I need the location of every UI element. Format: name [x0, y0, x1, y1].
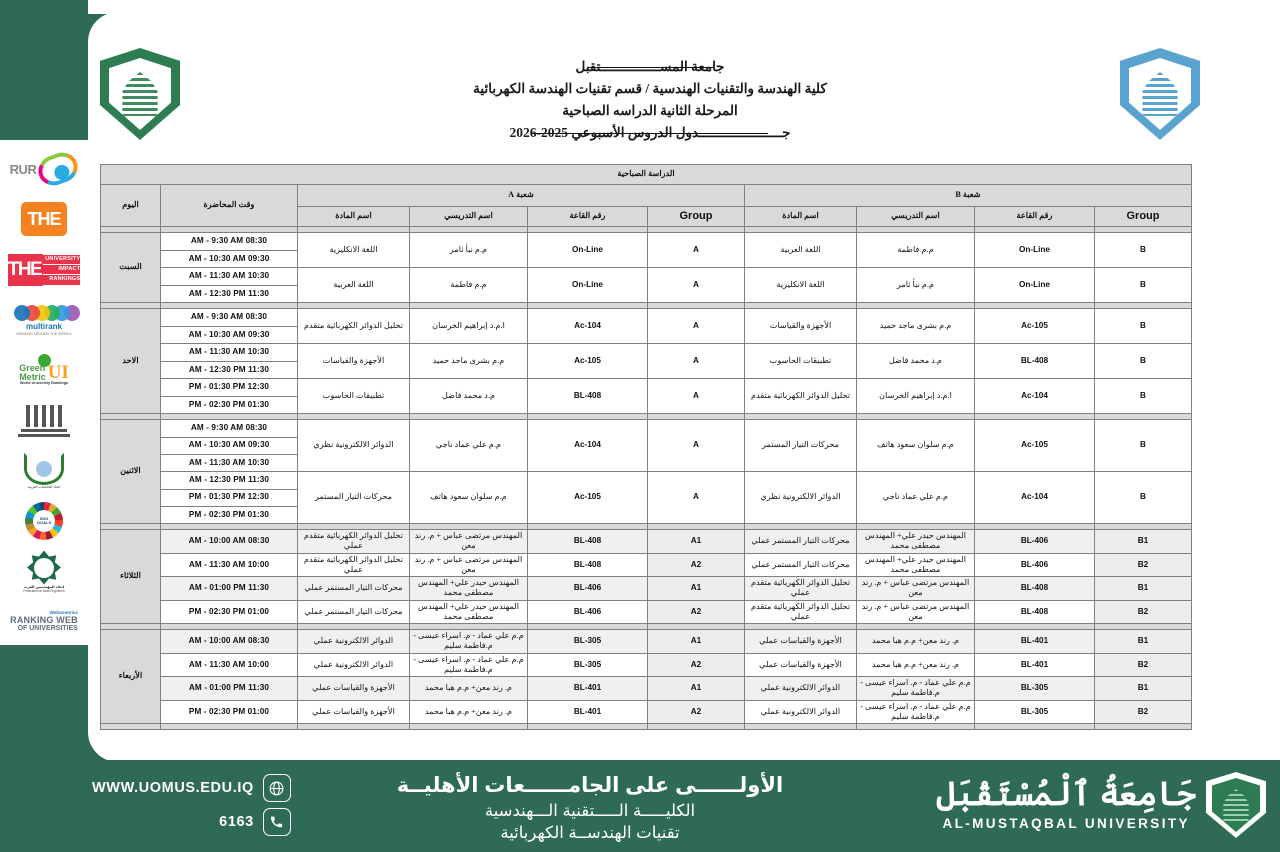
separator-cell — [1095, 724, 1192, 730]
footer-tagline-2: الكليـــــة الـــــتقنية الـــهندسية — [484, 802, 696, 820]
cell-a-hall: Ac-104 — [528, 420, 648, 472]
col-a-group: Group — [648, 207, 745, 227]
page-title — [180, 48, 1120, 143]
weekly-schedule-table — [100, 164, 1192, 730]
table-row — [100, 630, 1191, 654]
cell-b-group: B1 — [1095, 630, 1192, 654]
cell-b-subject: تحليل الدوائر الكهربائية متقدم عملي — [745, 577, 857, 601]
cell-b-subject: الدوائر الالكترونية عملي — [745, 700, 857, 724]
cell-a-subject: محركات التيار المستمر عملي — [298, 600, 410, 624]
cell-b-hall: BL-401 — [975, 630, 1095, 654]
cell-time: 08:30 AM - 9:30 AM — [161, 420, 297, 437]
cell-b-group: B1 — [1095, 577, 1192, 601]
the-label: THE — [21, 202, 67, 236]
time-column-header: وقت المحاضرة — [161, 185, 298, 227]
cell-b-hall: On-Line — [975, 268, 1095, 303]
cell-b-hall: BL-408 — [975, 600, 1095, 624]
cell-a-teacher: م. رند معن+ م.م هبا محمد — [410, 700, 528, 724]
engineering-college-green-shield-logo — [100, 48, 180, 140]
day-column-header: اليوم — [100, 185, 160, 227]
footer-tagline-1: الأولــــــى على الجامــــــعات الأهليــة — [396, 774, 784, 797]
association-of-arab-universities-badge — [8, 448, 80, 494]
cell-b-teacher: المهندس مرتضى عباس + م. رند معن — [857, 577, 975, 601]
cell-time: 12:30 PM - 01:30 PM — [161, 489, 297, 506]
cell-a-teacher: المهندس مرتضى عباس + م. رند معن — [410, 530, 528, 554]
cell-a-group: A — [648, 268, 745, 303]
cell-b-group: B1 — [1095, 677, 1192, 701]
table-row — [100, 472, 1191, 524]
cell-a-hall: BL-401 — [528, 700, 648, 724]
phone-ring-icon — [263, 808, 291, 836]
cell-time: 01:30 PM - 02:30 PM — [188, 509, 270, 519]
col-a-hall: رقم القاعة — [528, 207, 648, 227]
footer-phone-row[interactable] — [92, 808, 291, 836]
cell-a-subject: اللغة الانكليزية — [298, 233, 410, 268]
cell-a-subject: تحليل الدوائر الكهربائية متقدم عملي — [298, 553, 410, 577]
cell-a-hall: Ac-105 — [528, 472, 648, 524]
cell-time: 09:30 AM - 10:30 AM — [188, 329, 270, 339]
cell-a-group: A — [648, 472, 745, 524]
cell-b-teacher: ا.م.د إبراهيم الخرسان — [857, 379, 975, 414]
cell-b-subject: اللغة العربية — [745, 233, 857, 268]
cell-b-group: B — [1095, 233, 1192, 268]
document-header — [100, 48, 1200, 158]
cell-b-teacher: م. رند معن+ م.م هبا محمد — [857, 630, 975, 654]
cell-time: 10:30 AM - 11:30 AM — [188, 457, 270, 467]
table-body — [100, 227, 1191, 730]
cell-a-teacher: المهندس حيدر علي+ المهندس مصطفى محمد — [410, 600, 528, 624]
cell-b-hall: Ac-104 — [975, 379, 1095, 414]
cell-b-teacher: م.م فاطمة — [857, 233, 975, 268]
cell-b-group: B2 — [1095, 553, 1192, 577]
cell-time: 01:00 PM - 02:30 PM — [161, 600, 298, 624]
footer-taglines — [330, 773, 850, 843]
cell-a-teacher: م.د محمد فاضل — [410, 379, 528, 414]
cell-a-subject: تحليل الدوائر الكهربائية متقدم عملي — [298, 530, 410, 554]
cell-b-hall: BL-406 — [975, 553, 1095, 577]
cell-a-subject: اللغة العربية — [298, 268, 410, 303]
table-row — [100, 577, 1191, 601]
section-b-header: شعبة B — [745, 185, 1192, 207]
table-row — [100, 309, 1191, 344]
cell-b-teacher: م.م علي عماد ناجي — [857, 472, 975, 524]
cell-b-teacher: المهندس حيدر علي+ المهندس مصطفى محمد — [857, 553, 975, 577]
cell-time: 11:30 AM - 01:00 PM — [161, 677, 298, 701]
cell-a-teacher: م.م علي عماد ناجي — [410, 420, 528, 472]
cell-a-subject: الأجهزة والقياسات — [298, 344, 410, 379]
cell-a-teacher: المهندس حيدر علي+ المهندس مصطفى محمد — [410, 577, 528, 601]
cell-a-hall: BL-408 — [528, 379, 648, 414]
times-higher-education-badge — [8, 196, 80, 242]
cell-b-group: B2 — [1095, 653, 1192, 677]
day-separator-row — [100, 724, 1191, 730]
cell-a-subject: محركات التيار المستمر — [298, 472, 410, 524]
cell-time: 11:30 AM - 01:00 PM — [161, 577, 298, 601]
cell-a-subject: الأجهزة والقياسات عملي — [298, 677, 410, 701]
cell-b-group: B — [1095, 420, 1192, 472]
cell-b-teacher: م.م نبأ ثامر — [857, 268, 975, 303]
cell-b-group: B — [1095, 379, 1192, 414]
cell-a-group: A — [648, 420, 745, 472]
section-a-header: شعبة A — [298, 185, 745, 207]
cell-a-group: A — [648, 344, 745, 379]
footer-phone-text[interactable]: 6163 — [219, 814, 254, 830]
university-crest-icon — [1206, 772, 1266, 838]
table-row — [100, 530, 1191, 554]
cell-a-hall: On-Line — [528, 268, 648, 303]
separator-cell — [975, 724, 1095, 730]
cell-b-group: B2 — [1095, 600, 1192, 624]
cell-a-group: A2 — [648, 553, 745, 577]
separator-cell — [100, 724, 160, 730]
cell-b-hall: BL-305 — [975, 677, 1095, 701]
table-row — [100, 344, 1191, 379]
cell-b-teacher: م.د محمد فاضل — [857, 344, 975, 379]
cell-b-hall: BL-401 — [975, 653, 1095, 677]
separator-cell — [648, 724, 745, 730]
footer-website-text[interactable]: WWW.UOMUS.EDU.IQ — [92, 780, 254, 796]
rankings-badge-rail — [0, 140, 88, 645]
cell-time: 01:30 PM - 02:30 PM — [188, 399, 270, 409]
cell-a-hall: BL-406 — [528, 600, 648, 624]
study-mode-row — [100, 165, 1191, 185]
cell-time-group — [161, 309, 298, 344]
table-row — [100, 553, 1191, 577]
study-mode-cell: الدراسة الصباحية — [100, 165, 1191, 185]
cell-a-hall: BL-401 — [528, 677, 648, 701]
cell-b-subject: تحليل الدوائر الكهربائية متقدم عملي — [745, 600, 857, 624]
separator-cell — [298, 724, 410, 730]
cell-a-subject: الدوائر الالكترونية عملي — [298, 653, 410, 677]
cell-a-group: A1 — [648, 630, 745, 654]
cell-a-teacher: م. رند معن+ م.م هبا محمد — [410, 677, 528, 701]
header-line-3: المرحلة الثانية الدراسه الصباحية — [562, 102, 738, 118]
table-row — [100, 379, 1191, 414]
table-row — [100, 268, 1191, 303]
table-row — [100, 233, 1191, 268]
cell-b-teacher: م.م بشرى ماجد حميد — [857, 309, 975, 344]
cell-a-teacher: م.م فاطمة — [410, 268, 528, 303]
sdg-wheel-badge: SDG GOALS — [8, 498, 80, 544]
cell-b-teacher: المهندس مرتضى عباس + م. رند معن — [857, 600, 975, 624]
greek-temple-badge — [8, 397, 80, 443]
brand-name-arabic: جَامِعَةُ ٱلْمُسْتَقْبَل — [936, 777, 1196, 813]
cell-day-name: الأربعاء — [100, 630, 160, 724]
cell-a-hall: BL-305 — [528, 653, 648, 677]
section-row — [100, 185, 1191, 207]
rur-ranking-badge — [8, 146, 80, 192]
table-row — [100, 420, 1191, 472]
cell-b-teacher: م.م سلوان سعود هاتف — [857, 420, 975, 472]
cell-b-teacher: م.م علي عماد - م. اسراء عيسى - م.فاطمة سليم — [857, 677, 975, 701]
cell-a-hall: BL-408 — [528, 530, 648, 554]
cell-a-subject: تطبيقات الحاسوب — [298, 379, 410, 414]
cell-b-subject: الدوائر الالكترونية عملي — [745, 677, 857, 701]
cell-b-subject: اللغة الانكليزية — [745, 268, 857, 303]
cell-b-group: B — [1095, 472, 1192, 524]
cell-b-subject: الأجهزة والقياسات عملي — [745, 630, 857, 654]
cell-day-name: الاثنين — [100, 420, 160, 524]
col-a-subject: اسم المادة — [298, 207, 410, 227]
cell-b-subject: محركات التيار المستمر عملي — [745, 553, 857, 577]
cell-b-hall: On-Line — [975, 233, 1095, 268]
cell-time-group — [161, 233, 298, 268]
cell-b-group: B — [1095, 344, 1192, 379]
cell-b-group: B — [1095, 268, 1192, 303]
col-b-subject: اسم المادة — [745, 207, 857, 227]
cell-time-group — [161, 344, 298, 379]
cell-time: 10:00 AM - 11:30 AM — [161, 553, 298, 577]
cell-b-subject: تطبيقات الحاسوب — [745, 344, 857, 379]
cell-a-hall: Ac-104 — [528, 309, 648, 344]
cell-b-teacher: م.م علي عماد - م. اسراء عيسى - م.فاطمة سليم — [857, 700, 975, 724]
cell-time: 11:30 AM - 12:30 PM — [188, 288, 270, 298]
cell-time: 08:30 AM - 9:30 AM — [161, 309, 297, 326]
cell-a-subject: محركات التيار المستمر عملي — [298, 577, 410, 601]
col-b-hall: رقم القاعة — [975, 207, 1095, 227]
cell-b-subject: محركات التيار المستمر — [745, 420, 857, 472]
cell-time: 08:30 AM - 10:00 AM — [161, 530, 298, 554]
al-mustaqbal-blue-shield-logo — [1120, 48, 1200, 140]
cell-a-group: A1 — [648, 530, 745, 554]
cell-b-teacher: م. رند معن+ م.م هبا محمد — [857, 653, 975, 677]
cell-time: 10:00 AM - 11:30 AM — [161, 653, 298, 677]
header-line-1: جامعة المســـــــــــــــتقبل — [575, 56, 724, 78]
footer-contact — [92, 774, 291, 836]
col-b-group: Group — [1095, 207, 1192, 227]
rur-label: RUR — [9, 161, 37, 177]
cell-a-hall: Ac-105 — [528, 344, 648, 379]
table-row — [100, 677, 1191, 701]
separator-cell — [410, 724, 528, 730]
cell-b-hall: BL-408 — [975, 577, 1095, 601]
cell-time: 01:00 PM - 02:30 PM — [161, 700, 298, 724]
cell-b-subject: تحليل الدوائر الكهربائية متقدم — [745, 379, 857, 414]
cell-time: 08:30 AM - 9:30 AM — [161, 233, 297, 250]
table-head — [100, 165, 1191, 227]
separator-cell — [857, 724, 975, 730]
cell-a-teacher: ا.م.د إبراهيم الخرسان — [410, 309, 528, 344]
cell-a-teacher: م.م نبأ ثامر — [410, 233, 528, 268]
cell-time: 10:30 AM - 11:30 AM — [161, 268, 297, 285]
cell-time: 08:30 AM - 10:00 AM — [161, 630, 298, 654]
cell-a-hall: On-Line — [528, 233, 648, 268]
cell-b-hall: Ac-104 — [975, 472, 1095, 524]
cell-a-group: A2 — [648, 653, 745, 677]
cell-time-group — [161, 472, 298, 524]
cell-day-name: الاحد — [100, 309, 160, 414]
cell-a-group: A1 — [648, 577, 745, 601]
u-multirank-badge: multirank RANKING AROUND THE WORLD — [8, 297, 80, 343]
cell-b-group: B1 — [1095, 530, 1192, 554]
weekly-schedule-table-wrapper — [104, 164, 1192, 730]
separator-cell — [528, 724, 648, 730]
cell-time-group — [161, 379, 298, 414]
cell-time: 10:30 AM - 11:30 AM — [161, 344, 297, 361]
separator-cell — [745, 724, 857, 730]
cell-b-teacher: المهندس حيدر علي+ المهندس مصطفى محمد — [857, 530, 975, 554]
table-row — [100, 700, 1191, 724]
footer-website-row[interactable] — [92, 774, 291, 802]
cell-a-group: A — [648, 309, 745, 344]
cell-a-group: A — [648, 233, 745, 268]
cell-b-subject: محركات التيار المستمر عملي — [745, 530, 857, 554]
cell-a-teacher: م.م سلوان سعود هاتف — [410, 472, 528, 524]
cell-time: 11:30 AM - 12:30 PM — [188, 364, 270, 374]
col-b-teacher: اسم التدريسي — [857, 207, 975, 227]
cell-day-name: الثلاثاء — [100, 530, 160, 624]
cell-a-teacher: م.م علي عماد - م. اسراء عيسى - م.فاطمة سليم — [410, 653, 528, 677]
cell-day-name: السبت — [100, 233, 160, 303]
header-line-4: جـــــــــــــــــــــدول الدروس الأسبوعي 2025-2026 — [509, 122, 790, 144]
cell-b-hall: BL-406 — [975, 530, 1095, 554]
cell-a-hall: BL-305 — [528, 630, 648, 654]
cell-time-group — [161, 268, 298, 303]
cell-time-group — [161, 420, 298, 472]
cell-time: 12:30 PM - 01:30 PM — [161, 379, 297, 396]
footer-tagline-3: تقنيات الهندســة الكهربائية — [500, 824, 680, 842]
cell-b-subject: الدوائر الالكترونية نظري — [745, 472, 857, 524]
cell-a-group: A2 — [648, 700, 745, 724]
cell-a-teacher: م.م بشرى ماجد حميد — [410, 344, 528, 379]
cell-a-group: A1 — [648, 677, 745, 701]
cell-b-subject: الأجهزة والقياسات — [745, 309, 857, 344]
federation-of-arab-engineers-badge: إتحاد المهندسين العرب Federation of Arab Engineers — [8, 548, 80, 594]
cell-a-teacher: المهندس مرتضى عباس + م. رند معن — [410, 553, 528, 577]
header-line-2: كلية الهندسة والتقنيات الهندسية / قسم تقنيات الهندسة الكهربائية — [473, 80, 827, 96]
table-row — [100, 600, 1191, 624]
cell-time: 09:30 AM - 10:30 AM — [161, 437, 297, 454]
cell-time: 11:30 AM - 12:30 PM — [161, 472, 297, 489]
cell-b-hall: Ac-105 — [975, 309, 1095, 344]
globe-www-icon — [263, 774, 291, 802]
page-footer — [0, 760, 1280, 852]
multirank-label: multirank — [26, 321, 63, 331]
cell-b-hall: BL-408 — [975, 344, 1095, 379]
cell-a-subject: الدوائر الالكترونية نظري — [298, 420, 410, 472]
ui-greenmetric-badge: UI Green Metric World University Rankings — [8, 347, 80, 393]
cell-time: 09:30 AM - 10:30 AM — [188, 253, 270, 263]
cell-b-hall: Ac-105 — [975, 420, 1095, 472]
separator-cell — [161, 724, 298, 730]
cell-a-hall: BL-408 — [528, 553, 648, 577]
cell-a-teacher: م.م علي عماد - م. اسراء عيسى - م.فاطمة سليم — [410, 630, 528, 654]
brand-name-english: AL-MUSTAQBAL UNIVERSITY — [942, 816, 1190, 831]
table-row — [100, 653, 1191, 677]
the-university-impact-rankings-badge: UNIVERSITY IMPACT RANKINGS THE — [8, 247, 80, 293]
cell-a-subject: الدوائر الالكترونية عملي — [298, 630, 410, 654]
cell-a-group: A2 — [648, 600, 745, 624]
arab-universities-label: اتحاد الجامعات العربية — [27, 484, 61, 489]
cell-b-hall: BL-305 — [975, 700, 1095, 724]
cell-b-group: B2 — [1095, 700, 1192, 724]
cell-a-hall: BL-406 — [528, 577, 648, 601]
cell-a-subject: الأجهزة والقياسات عملي — [298, 700, 410, 724]
cell-b-group: B — [1095, 309, 1192, 344]
cell-a-group: A — [648, 379, 745, 414]
footer-brand-logo — [936, 772, 1266, 838]
webometrics-ranking-web-badge: Webometrics RANKING WEB OF UNIVERSITIES — [10, 610, 78, 633]
cell-b-subject: الأجهزة والقياسات عملي — [745, 653, 857, 677]
cell-a-subject: تحليل الدوائر الكهربائية متقدم — [298, 309, 410, 344]
col-a-teacher: اسم التدريسي — [410, 207, 528, 227]
